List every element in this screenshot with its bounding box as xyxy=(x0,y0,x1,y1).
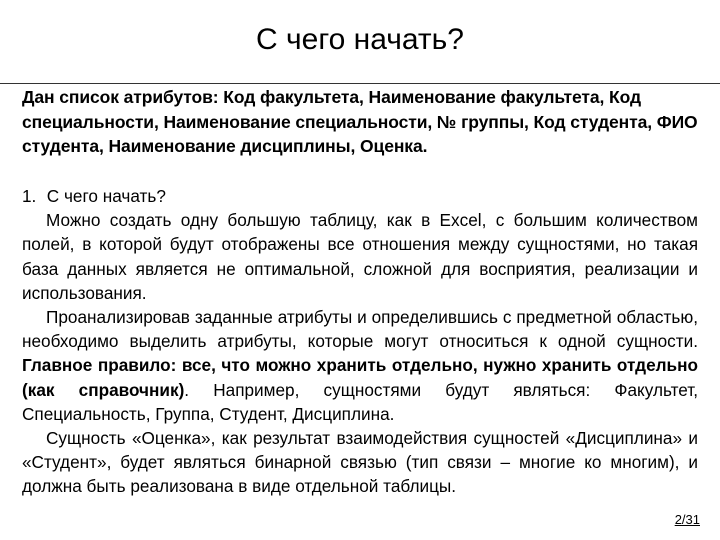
paragraph-entities xyxy=(22,305,698,426)
list-item-heading xyxy=(22,184,698,208)
paragraph-entities-end: . Например, сущностями будут являться: Факультет, Специальность, Группа, Студент, Дисциплина. xyxy=(22,379,698,424)
paragraph-grade: Сущность «Оценка», как результат взаимодействия сущностей «Дисциплина» и «Студент», будет являться бинарной связью (тип связи – многие ко многим), и должна быть реализована в виде отдельной таблицы. xyxy=(22,428,698,497)
slide-title: С чего начать? xyxy=(256,23,464,56)
title-divider xyxy=(0,83,720,84)
attributes-intro: Дан список атрибутов: Код факультета, Наименование факультета, Код специальности, Наименование специальности, № группы, Код студента, ФИО студента, Наименование дисциплины, Оценка. xyxy=(22,87,698,156)
paragraph-excel: Можно создать одну большую таблицу, как в Excel, с большим количеством полей, в которой будут отображены все отношения между сущностями, но такая база данных является не оптимальной, сложной для восприятия, реализации и использования. xyxy=(22,210,698,303)
slide-body xyxy=(22,184,698,499)
paragraph-entities-start: Проанализировав заданные атрибуты и определившись с предметной областью, необходимо выделить атрибуты, которые могут относиться к одной сущности. xyxy=(22,307,698,352)
list-item-number: 1. xyxy=(22,186,37,206)
main-rule-text: Главное правило: все, что можно хранить отдельно, нужно хранить отдельно (как справочник) xyxy=(22,355,698,400)
page-number: 2/31 xyxy=(674,512,700,527)
list-item-text: С чего начать? xyxy=(46,186,166,206)
